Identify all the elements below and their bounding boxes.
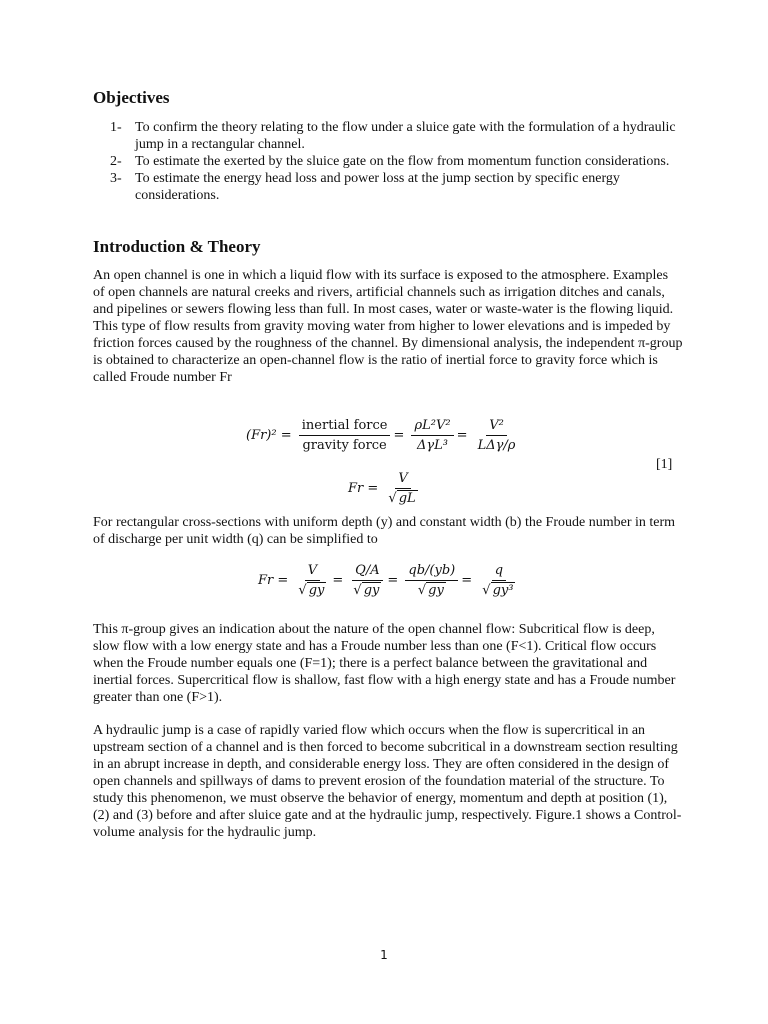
intro-paragraph-2: For rectangular cross-sections with uniform depth (y) and constant width (b) the Froude number in term of discharge per unit width (q) can be simplified to <box>93 515 676 547</box>
eq3-term-4: $\frac{q}{\text{√ gy³}}$ <box>482 563 514 598</box>
eq3-t4-numerator: q <box>492 562 506 581</box>
eq2-denominator: gL <box>398 491 416 506</box>
eq3-t2-denominator: gy <box>363 583 380 598</box>
equation-label: [1] <box>656 457 673 472</box>
objective-item <box>110 153 690 170</box>
objective-number: 2- <box>110 154 122 169</box>
intro-paragraph-1: An open channel is one in which a liquid flow with its surface is exposed to the atmosphere. Examples of open channels are natural creeks and rivers, artificial channels such as irrigation ditches and canals, and pipelines or sewers flowing less than full. In most cases, water or waste-water is the flowing liquid. This type of flow results from gravity moving water from higher to lower elevations and is impeded by friction forces caused by the roughness of the channel. By dimensional analysis, the independent π-group is obtained to characterize an open-channel flow is the ratio of inertial force to gravity force which is called Froude number Fr <box>93 268 683 385</box>
eq3-t4-denominator: gy³ <box>492 583 514 598</box>
eq3-t1-denominator: gy <box>308 583 325 598</box>
objective-number: 3- <box>110 171 122 186</box>
eq2-fraction: $\frac{V}{√ gL}$ <box>388 471 416 506</box>
eq1-f3-denominator: LΔγ/ρ <box>477 438 516 453</box>
eq3-t1-numerator: V <box>305 562 320 581</box>
eq3-t3-numerator: qb/(yb) <box>405 562 458 581</box>
eq1-f3-numerator: V² <box>486 417 507 436</box>
eq3-term-1: $\frac{V}{√ gy}$ <box>298 563 325 598</box>
page-number: 1 <box>380 948 388 962</box>
objective-item <box>110 170 690 204</box>
equation-froude-squared: (Fr)² = $\frac{\text{inertial force}}{\text{gravity force}}$ = $\frac{\text{ρL²V²}}{\text{ΔγL³}}$ = $\frac{\text{V²}}{\text{LΔγ/ρ}}$ <box>246 417 521 454</box>
intro-heading: Introduction & Theory <box>93 237 261 256</box>
objectives-heading: Objectives <box>93 88 170 107</box>
eq3-t3-denominator: gy <box>428 583 444 598</box>
intro-paragraph-4: A hydraulic jump is a case of rapidly varied flow which occurs when the flow is supercritical in an upstream section of a channel and is then forced to become subcritical in a downstream section resulting in an abrupt increase in depth, and considerable energy loss. They are often considered in the design of open channels and spillways of dams to prevent erosion of the foundation material of the structure. To study this phenomenon, we must observe the behavior of energy, momentum and depth at position (1), (2) and (3) before and after sluice gate and at the hydraulic jump, respectively. Figure.1 shows a Control-volume analysis for the hydraulic jump. <box>93 723 682 840</box>
eq2-numerator: V <box>395 470 410 489</box>
eq1-f2-denominator: ΔγL³ <box>417 438 449 453</box>
eq1-f1-denominator: gravity force <box>302 438 387 453</box>
equation-froude-discharge: Fr = $\frac{V}{√ gy}$ = $\frac{Q/A}{√ gy}$ = $\frac{qb/(yb)}{√ gy}$ = $\frac{q}{\text{√ gy³}}$ <box>258 562 521 599</box>
eq1-fraction-simplified <box>475 417 519 454</box>
eq1-f2-numerator: ρL²V² <box>411 417 453 436</box>
eq1-f1-numerator: inertial force <box>299 417 391 436</box>
eq3-t2-numerator: Q/A <box>352 562 382 581</box>
eq1-fraction-forces <box>299 417 391 454</box>
eq2-lhs: Fr = <box>348 481 379 496</box>
intro-paragraph-3: This π-group gives an indication about the nature of the open channel flow: Subcritical flow is deep, slow flow with a low energy state and has a Froude number less than one (F<1). Critical flow occurs when the Froude number equals one (F=1); there is a perfect balance between the gravitational and inertial forces. Supercritical flow is shallow, fast flow with a high energy state and has a Froude number greater than one (F>1). <box>93 622 676 705</box>
objective-item <box>110 119 690 153</box>
objective-text: To estimate the exerted by the sluice gate on the flow from momentum function considerations. <box>135 154 670 169</box>
eq3-lhs: Fr = <box>258 573 289 588</box>
objective-number: 1- <box>110 120 122 135</box>
objectives-list <box>110 119 690 204</box>
eq1-lhs: (Fr)² = <box>246 428 292 443</box>
objective-text: To estimate the energy head loss and power loss at the jump section by specific energy considerations. <box>135 171 620 203</box>
eq3-term-3: $\frac{qb/(yb)}{√ gy}$ <box>405 562 458 599</box>
eq3-term-2: $\frac{Q/A}{√ gy}$ <box>350 562 384 599</box>
objective-text: To confirm the theory relating to the flow under a sluice gate with the formulation of a hydraulic jump in a rectangular channel. <box>135 120 676 152</box>
equation-froude <box>348 470 424 507</box>
eq1-fraction-dimensional <box>411 417 453 454</box>
